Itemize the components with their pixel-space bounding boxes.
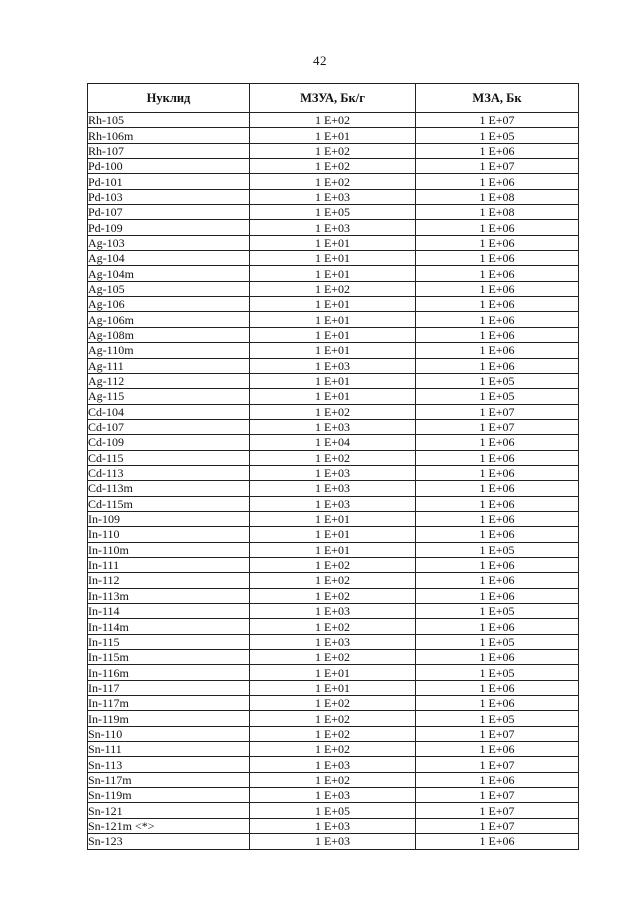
table-row	[88, 650, 579, 665]
nuclide-cell: In-110	[88, 527, 250, 542]
table-row	[88, 220, 579, 235]
nuclide-cell: In-117	[88, 680, 250, 695]
page-number: 42	[313, 53, 327, 68]
nuclide-cell: Sn-119m	[88, 788, 250, 803]
specific-activity-cell: 1 E+05	[250, 205, 416, 220]
specific-activity-cell: 1 E+01	[250, 527, 416, 542]
activity-cell: 1 E+06	[416, 297, 579, 312]
nuclide-cell: In-111	[88, 557, 250, 572]
activity-cell: 1 E+05	[416, 128, 579, 143]
activity-cell: 1 E+06	[416, 465, 579, 480]
nuclide-cell: Sn-111	[88, 742, 250, 757]
activity-cell: 1 E+06	[416, 251, 579, 266]
activity-cell: 1 E+07	[416, 419, 579, 434]
activity-cell: 1 E+07	[416, 803, 579, 818]
specific-activity-cell: 1 E+03	[250, 220, 416, 235]
specific-activity-cell: 1 E+04	[250, 435, 416, 450]
specific-activity-cell: 1 E+05	[250, 803, 416, 818]
activity-cell: 1 E+06	[416, 680, 579, 695]
header-activity: МЗА, Бк	[416, 84, 579, 113]
nuclide-cell: In-117m	[88, 696, 250, 711]
specific-activity-cell: 1 E+02	[250, 159, 416, 174]
activity-cell: 1 E+08	[416, 189, 579, 204]
activity-cell: 1 E+06	[416, 650, 579, 665]
nuclide-cell: Cd-107	[88, 419, 250, 434]
table-row	[88, 496, 579, 511]
table-row	[88, 159, 579, 174]
activity-cell: 1 E+05	[416, 373, 579, 388]
specific-activity-cell: 1 E+02	[250, 588, 416, 603]
table-row	[88, 143, 579, 158]
activity-cell: 1 E+06	[416, 834, 579, 849]
table-row	[88, 619, 579, 634]
activity-cell: 1 E+05	[416, 542, 579, 557]
table-row	[88, 205, 579, 220]
table-row	[88, 465, 579, 480]
nuclide-cell: Ag-110m	[88, 343, 250, 358]
nuclide-cell: In-116m	[88, 665, 250, 680]
table-row	[88, 788, 579, 803]
table-row	[88, 373, 579, 388]
specific-activity-cell: 1 E+01	[250, 266, 416, 281]
table-row	[88, 742, 579, 757]
specific-activity-cell: 1 E+01	[250, 373, 416, 388]
table-row	[88, 450, 579, 465]
specific-activity-cell: 1 E+01	[250, 389, 416, 404]
table-row	[88, 251, 579, 266]
activity-cell: 1 E+06	[416, 143, 579, 158]
table-row	[88, 680, 579, 695]
activity-cell: 1 E+06	[416, 496, 579, 511]
table-row	[88, 266, 579, 281]
specific-activity-cell: 1 E+03	[250, 189, 416, 204]
table-row	[88, 696, 579, 711]
nuclide-cell: In-119m	[88, 711, 250, 726]
specific-activity-cell: 1 E+01	[250, 511, 416, 526]
activity-cell: 1 E+06	[416, 266, 579, 281]
nuclide-cell: In-113m	[88, 588, 250, 603]
specific-activity-cell: 1 E+02	[250, 726, 416, 741]
table-row	[88, 527, 579, 542]
table-row	[88, 174, 579, 189]
table-row	[88, 481, 579, 496]
table-header	[88, 84, 579, 113]
activity-cell: 1 E+06	[416, 573, 579, 588]
nuclide-cell: Sn-121m <*>	[88, 818, 250, 833]
nuclide-cell: Ag-104	[88, 251, 250, 266]
activity-cell: 1 E+07	[416, 757, 579, 772]
nuclide-cell: Sn-117m	[88, 772, 250, 787]
nuclide-cell: In-112	[88, 573, 250, 588]
nuclide-cell: Rh-105	[88, 113, 250, 128]
activity-cell: 1 E+05	[416, 604, 579, 619]
specific-activity-cell: 1 E+01	[250, 680, 416, 695]
nuclide-cell: Sn-121	[88, 803, 250, 818]
specific-activity-cell: 1 E+01	[250, 312, 416, 327]
activity-cell: 1 E+06	[416, 511, 579, 526]
table-row	[88, 343, 579, 358]
specific-activity-cell: 1 E+01	[250, 251, 416, 266]
activity-cell: 1 E+06	[416, 527, 579, 542]
nuclide-cell: Ag-111	[88, 358, 250, 373]
table-row	[88, 297, 579, 312]
specific-activity-cell: 1 E+03	[250, 465, 416, 480]
activity-cell: 1 E+06	[416, 312, 579, 327]
activity-cell: 1 E+07	[416, 113, 579, 128]
table-row	[88, 235, 579, 250]
activity-cell: 1 E+06	[416, 450, 579, 465]
specific-activity-cell: 1 E+03	[250, 634, 416, 649]
header-row	[88, 84, 579, 113]
activity-cell: 1 E+05	[416, 665, 579, 680]
table-row	[88, 404, 579, 419]
nuclide-cell: Cd-115	[88, 450, 250, 465]
specific-activity-cell: 1 E+01	[250, 297, 416, 312]
nuclide-cell: Cd-104	[88, 404, 250, 419]
activity-cell: 1 E+06	[416, 696, 579, 711]
specific-activity-cell: 1 E+03	[250, 419, 416, 434]
nuclide-cell: Ag-104m	[88, 266, 250, 281]
specific-activity-cell: 1 E+02	[250, 772, 416, 787]
nuclide-cell: Ag-105	[88, 281, 250, 296]
table-row	[88, 312, 579, 327]
specific-activity-cell: 1 E+03	[250, 788, 416, 803]
table-row	[88, 573, 579, 588]
nuclide-cell: Rh-106m	[88, 128, 250, 143]
specific-activity-cell: 1 E+02	[250, 742, 416, 757]
activity-cell: 1 E+06	[416, 358, 579, 373]
specific-activity-cell: 1 E+02	[250, 174, 416, 189]
specific-activity-cell: 1 E+02	[250, 650, 416, 665]
nuclide-cell: Pd-107	[88, 205, 250, 220]
activity-cell: 1 E+08	[416, 205, 579, 220]
nuclide-cell: Ag-112	[88, 373, 250, 388]
activity-cell: 1 E+06	[416, 174, 579, 189]
specific-activity-cell: 1 E+02	[250, 696, 416, 711]
activity-cell: 1 E+06	[416, 220, 579, 235]
activity-cell: 1 E+07	[416, 404, 579, 419]
activity-cell: 1 E+06	[416, 588, 579, 603]
table-row	[88, 818, 579, 833]
specific-activity-cell: 1 E+01	[250, 235, 416, 250]
nuclide-cell: Pd-109	[88, 220, 250, 235]
table-row	[88, 113, 579, 128]
nuclide-cell: Cd-109	[88, 435, 250, 450]
activity-cell: 1 E+05	[416, 711, 579, 726]
specific-activity-cell: 1 E+02	[250, 143, 416, 158]
table-row	[88, 419, 579, 434]
specific-activity-cell: 1 E+03	[250, 358, 416, 373]
nuclide-cell: Ag-103	[88, 235, 250, 250]
table-row	[88, 604, 579, 619]
table-row	[88, 511, 579, 526]
table-row	[88, 772, 579, 787]
specific-activity-cell: 1 E+03	[250, 818, 416, 833]
table-row	[88, 803, 579, 818]
nuclide-cell: In-114	[88, 604, 250, 619]
table-row	[88, 128, 579, 143]
table-row	[88, 757, 579, 772]
specific-activity-cell: 1 E+02	[250, 281, 416, 296]
nuclide-table	[87, 83, 579, 850]
nuclide-cell: In-110m	[88, 542, 250, 557]
activity-cell: 1 E+06	[416, 742, 579, 757]
nuclide-cell: Cd-113	[88, 465, 250, 480]
table-body	[88, 113, 579, 850]
activity-cell: 1 E+07	[416, 159, 579, 174]
specific-activity-cell: 1 E+03	[250, 496, 416, 511]
activity-cell: 1 E+06	[416, 557, 579, 572]
nuclide-cell: Rh-107	[88, 143, 250, 158]
activity-cell: 1 E+07	[416, 726, 579, 741]
table-row	[88, 281, 579, 296]
table-row	[88, 542, 579, 557]
activity-cell: 1 E+06	[416, 772, 579, 787]
nuclide-cell: Sn-123	[88, 834, 250, 849]
nuclide-cell: In-114m	[88, 619, 250, 634]
specific-activity-cell: 1 E+03	[250, 757, 416, 772]
activity-cell: 1 E+07	[416, 788, 579, 803]
activity-cell: 1 E+06	[416, 281, 579, 296]
table-row	[88, 834, 579, 849]
activity-cell: 1 E+06	[416, 235, 579, 250]
table-row	[88, 588, 579, 603]
nuclide-cell: Ag-108m	[88, 327, 250, 342]
table-row	[88, 358, 579, 373]
specific-activity-cell: 1 E+01	[250, 327, 416, 342]
activity-cell: 1 E+06	[416, 435, 579, 450]
specific-activity-cell: 1 E+01	[250, 128, 416, 143]
specific-activity-cell: 1 E+03	[250, 481, 416, 496]
activity-cell: 1 E+06	[416, 343, 579, 358]
activity-cell: 1 E+06	[416, 619, 579, 634]
specific-activity-cell: 1 E+02	[250, 450, 416, 465]
table-row	[88, 634, 579, 649]
activity-cell: 1 E+05	[416, 389, 579, 404]
specific-activity-cell: 1 E+03	[250, 834, 416, 849]
specific-activity-cell: 1 E+02	[250, 113, 416, 128]
nuclide-cell: In-115m	[88, 650, 250, 665]
table-row	[88, 726, 579, 741]
activity-cell: 1 E+06	[416, 327, 579, 342]
nuclide-cell: In-115	[88, 634, 250, 649]
nuclide-cell: Ag-106m	[88, 312, 250, 327]
activity-cell: 1 E+06	[416, 481, 579, 496]
specific-activity-cell: 1 E+02	[250, 404, 416, 419]
activity-cell: 1 E+07	[416, 818, 579, 833]
nuclide-cell: Ag-115	[88, 389, 250, 404]
nuclide-cell: Sn-110	[88, 726, 250, 741]
table-row	[88, 665, 579, 680]
specific-activity-cell: 1 E+02	[250, 573, 416, 588]
specific-activity-cell: 1 E+02	[250, 619, 416, 634]
specific-activity-cell: 1 E+03	[250, 604, 416, 619]
table-row	[88, 389, 579, 404]
nuclide-cell: Cd-115m	[88, 496, 250, 511]
table-row	[88, 435, 579, 450]
nuclide-cell: In-109	[88, 511, 250, 526]
nuclide-cell: Pd-100	[88, 159, 250, 174]
activity-cell: 1 E+05	[416, 634, 579, 649]
header-specific-activity: МЗУА, Бк/г	[250, 84, 416, 113]
table-row	[88, 711, 579, 726]
table-row	[88, 189, 579, 204]
table-row	[88, 557, 579, 572]
nuclide-cell: Pd-103	[88, 189, 250, 204]
header-nuclide: Нуклид	[88, 84, 250, 113]
nuclide-cell: Sn-113	[88, 757, 250, 772]
nuclide-cell: Cd-113m	[88, 481, 250, 496]
table-row	[88, 327, 579, 342]
specific-activity-cell: 1 E+02	[250, 557, 416, 572]
specific-activity-cell: 1 E+02	[250, 711, 416, 726]
nuclide-cell: Ag-106	[88, 297, 250, 312]
specific-activity-cell: 1 E+01	[250, 542, 416, 557]
specific-activity-cell: 1 E+01	[250, 343, 416, 358]
nuclide-cell: Pd-101	[88, 174, 250, 189]
specific-activity-cell: 1 E+01	[250, 665, 416, 680]
